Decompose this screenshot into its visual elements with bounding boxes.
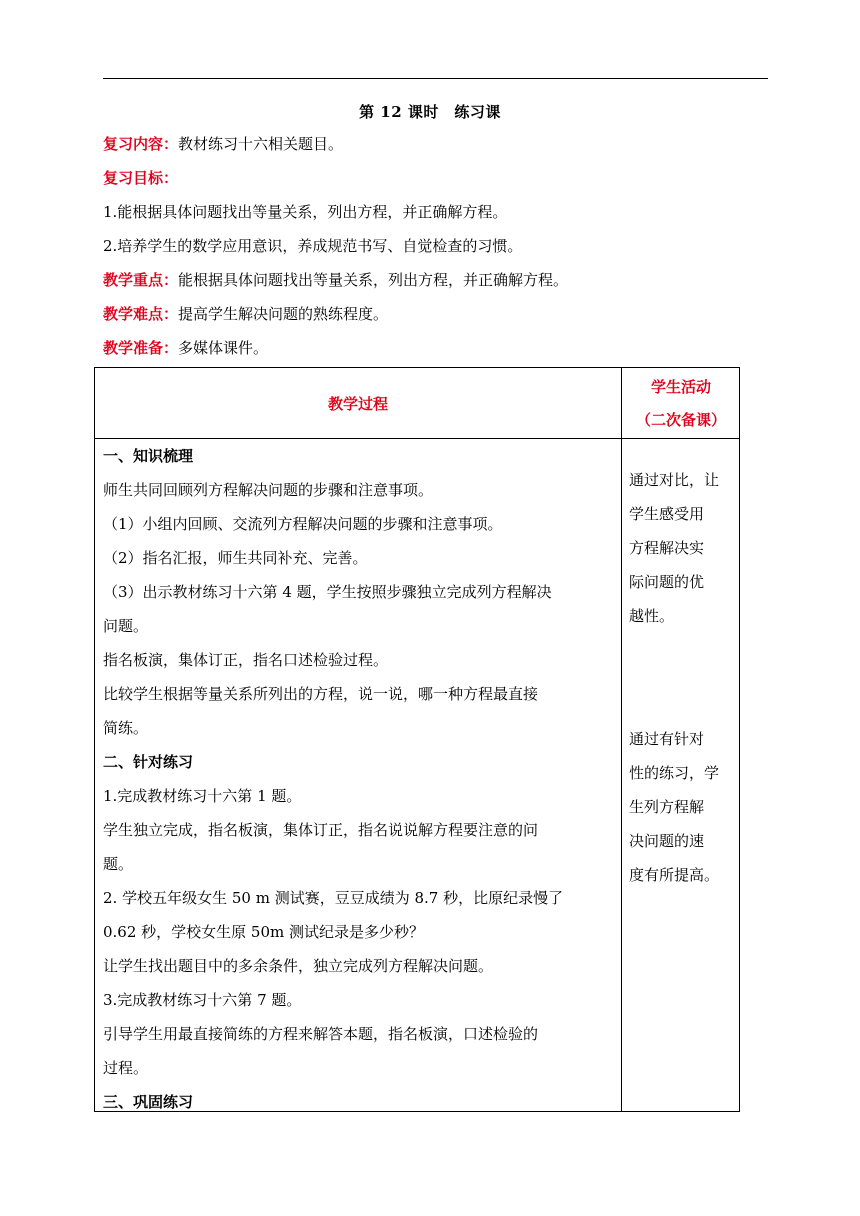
note-line: 学生感受用 xyxy=(629,505,705,523)
process-line: 引导学生用最直接简练的方程来解答本题，指名板演，口述检验的 xyxy=(103,1025,539,1043)
process-line: 3.完成教材练习十六第 7 题。 xyxy=(103,991,302,1009)
note-line: 通过对比，让 xyxy=(629,471,720,489)
header-activity-label: 学生活动 xyxy=(650,378,711,396)
process-line: 1.完成教材练习十六第 1 题。 xyxy=(103,787,302,805)
process-line: 学生独立完成，指名板演，集体订正，指名说说解方程要注意的问 xyxy=(103,821,539,839)
header-process-label: 教学过程 xyxy=(327,394,388,413)
table-header-activity xyxy=(621,368,741,438)
header-activity-sublabel: （二次备课） xyxy=(635,411,726,429)
review-goal-2: 2.培养学生的数学应用意识，养成规范书写、自觉检查的习惯。 xyxy=(103,237,523,255)
note-line: 通过有针对 xyxy=(629,730,705,748)
process-line: 比较学生根据等量关系所列出的方程，说一说，哪一种方程最直接 xyxy=(103,685,539,703)
teaching-key-text: 能根据具体问题找出等量关系，列出方程，并正确解方程。 xyxy=(178,271,569,289)
section-heading: 一、知识梳理 xyxy=(103,447,194,465)
teaching-prep-line xyxy=(103,338,268,358)
note-line: 方程解决实 xyxy=(629,539,705,557)
table-column-divider xyxy=(621,368,622,1111)
teaching-prep-text: 多媒体课件。 xyxy=(178,339,269,357)
review-goal-line xyxy=(103,168,178,188)
table-header-process xyxy=(95,368,621,438)
teaching-key-label: 教学重点： xyxy=(103,271,179,289)
review-content-line xyxy=(103,134,343,154)
note-line: 生列方程解 xyxy=(629,798,705,816)
process-line: 题。 xyxy=(103,855,134,873)
section-heading: 二、针对练习 xyxy=(103,753,194,771)
process-line: 问题。 xyxy=(103,617,149,635)
process-line: 0.62 秒，学校女生原 50m 测试纪录是多少秒？ xyxy=(103,923,425,941)
process-line: 2. 学校五年级女生 50 m 测试赛，豆豆成绩为 8.7 秒，比原纪录慢了 xyxy=(103,889,564,907)
process-line: 过程。 xyxy=(103,1059,149,1077)
review-goal-label: 复习目标： xyxy=(103,169,179,187)
teaching-difficulty-text: 提高学生解决问题的熟练程度。 xyxy=(178,305,389,323)
page-title: 第 12 课时 练习课 xyxy=(359,103,501,121)
process-line: 让学生找出题目中的多余条件，独立完成列方程解决问题。 xyxy=(103,957,494,975)
section-heading: 三、巩固练习 xyxy=(103,1093,194,1111)
review-content-text: 教材练习十六相关题目。 xyxy=(178,135,344,153)
teaching-process-cell xyxy=(103,439,615,1119)
activity-note-1 xyxy=(629,463,737,633)
process-line: 简练。 xyxy=(103,719,149,737)
teaching-difficulty-label: 教学难点： xyxy=(103,305,179,323)
process-line: （1）小组内回顾、交流列方程解决问题的步骤和注意事项。 xyxy=(103,515,503,533)
note-line: 度有所提高。 xyxy=(629,866,720,884)
review-content-label: 复习内容： xyxy=(103,135,179,153)
teaching-difficulty-line xyxy=(103,304,388,324)
review-goal-1: 1.能根据具体问题找出等量关系，列出方程，并正确解方程。 xyxy=(103,203,508,221)
process-line: （3）出示教材练习十六第 4 题，学生按照步骤独立完成列方程解决 xyxy=(103,583,552,601)
process-line: 指名板演，集体订正，指名口述检验过程。 xyxy=(103,651,389,669)
teaching-key-line xyxy=(103,270,568,290)
header-rule xyxy=(103,78,768,79)
note-line: 越性。 xyxy=(629,607,675,625)
note-line: 性的练习，学 xyxy=(629,764,720,782)
lesson-table xyxy=(94,367,740,1112)
process-line: （2）指名汇报，师生共同补充、完善。 xyxy=(103,549,368,567)
teaching-prep-label: 教学准备： xyxy=(103,339,179,357)
note-line: 际问题的优 xyxy=(629,573,705,591)
activity-note-2 xyxy=(629,722,737,892)
note-line: 决问题的速 xyxy=(629,832,705,850)
process-line: 师生共同回顾列方程解决问题的步骤和注意事项。 xyxy=(103,481,434,499)
